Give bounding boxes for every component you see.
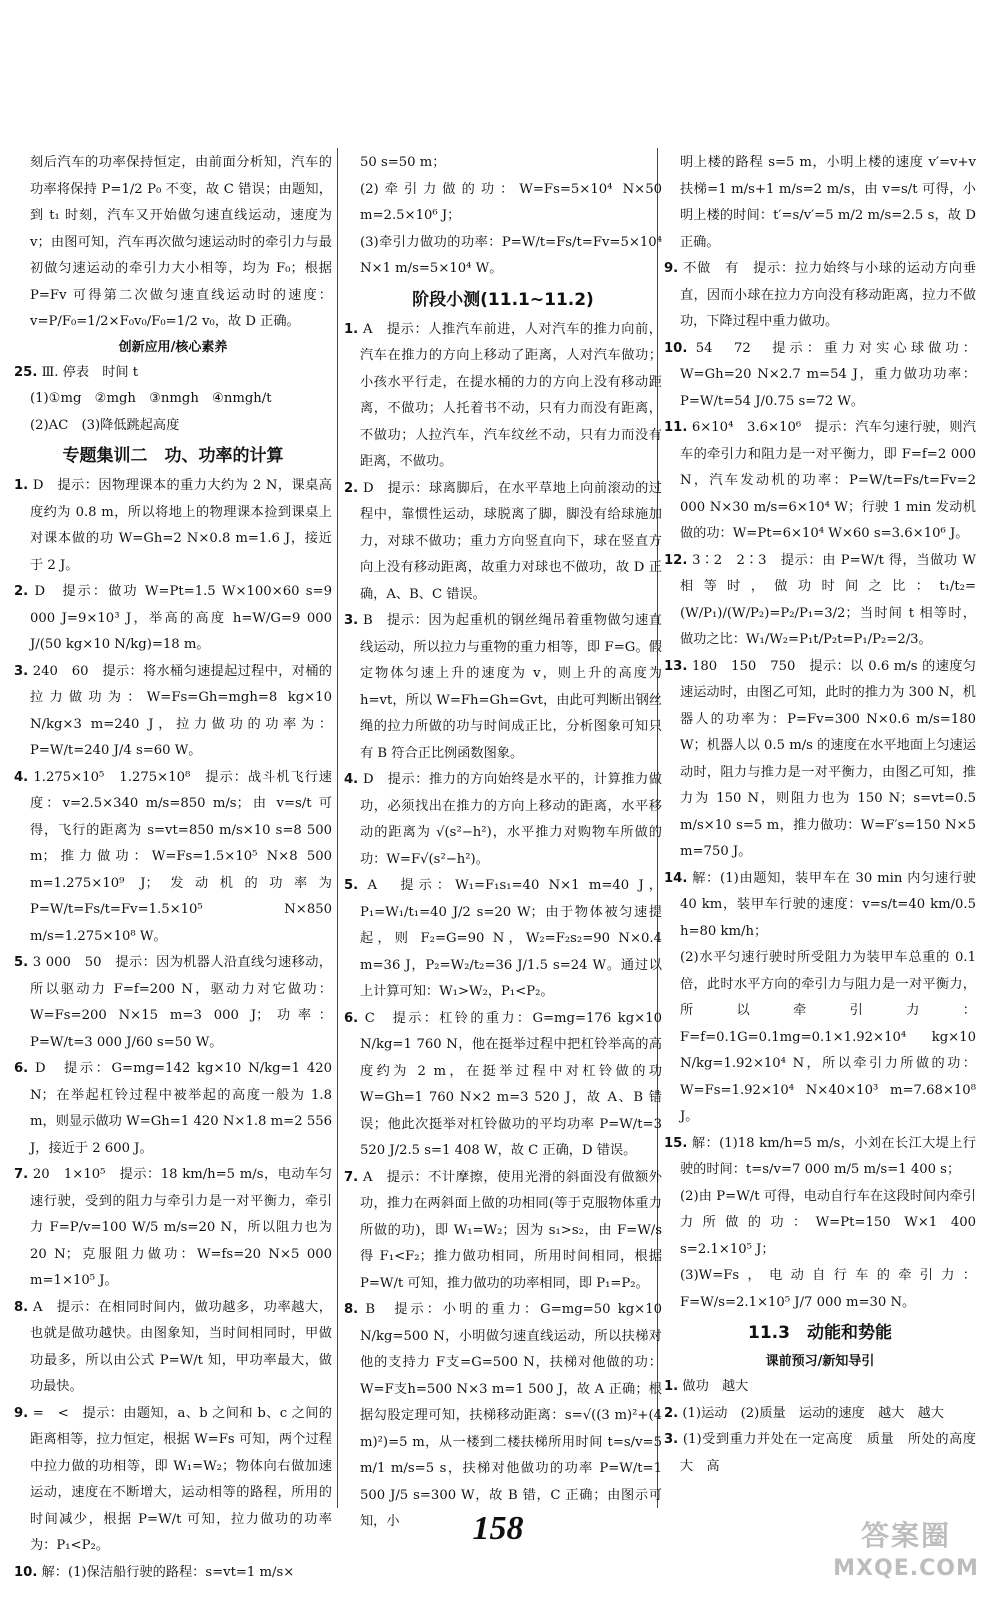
answer-text: D 提示：做功 W=Pt=1.5 W×100×60 s=9 000 J=9×10³ J，举高的高度 h=W/G=9 000 J/(50 kg×10 N/kg)=18 m。	[30, 584, 332, 652]
answer-text: A 提示：不计摩擦，使用光滑的斜面没有做额外功，推力在两斜面上做的功相同(等于克服物体重力所做的功)，即 W₁=W₂；因为 s₁>s₂，由 F=W/s 得 F₁<F₂；推力做功相同，所用时间相同，根据 P=W/t 可知，推力做功的功率相同，即 P₁=P₂。	[360, 1169, 662, 1291]
section-title: 11.3 动能和势能	[748, 1323, 892, 1343]
answer-item	[664, 1184, 976, 1264]
answer-number: 9.	[664, 261, 679, 276]
answer-item	[664, 654, 976, 866]
answer-number: 1.	[664, 1379, 679, 1394]
answer-item	[344, 317, 662, 476]
answer-text: = < 提示：由题知，a、b 之间和 b、c 之间的距离相等，拉力恒定，根据 W=Fs 可知，两个过程中拉力做的功相等，即 W₁=W₂；物体向右做加速运动，速度在不断增大，运动相等的路程，所用的时间减少，根据 P=W/t 可知，拉力做功的功率为：P₁<P₂。	[30, 1405, 332, 1553]
answer-number: 3.	[344, 613, 359, 628]
answer-item	[14, 950, 332, 1056]
answer-item	[664, 150, 976, 256]
answer-item	[14, 1560, 332, 1587]
answer-number: 9.	[14, 1405, 29, 1421]
answer-item	[664, 945, 976, 1131]
answer-item	[14, 1162, 332, 1295]
answer-item	[344, 1006, 662, 1165]
answer-number: 4.	[344, 772, 359, 787]
answer-text: 180 150 750 提示：以 0.6 m/s 的速度匀速运动时，由图乙可知，此时的推力为 300 N，机器人的功率为：P=Fv=300 N×0.6 m/s=180 W；机器人以 0.5 m/s 的速度在水平地面上匀速运动时，阻力与推力是一对平衡力，由图乙可知，推力为 150 N，则阻力也为 150 N；s=vt=0.5 m/s×10 s=5 m，推力做功：W=F′s=150 N×5 m=750 J。	[680, 658, 976, 859]
answer-text: D 提示：G=mg=142 kg×10 N/kg=1 420 N；在举起杠铃过程中被举起的高度一般为 1.8 m，则显示做功 W=Gh=1 420 N×1.8 m=2 556 J，接近于 2 600 J。	[30, 1061, 332, 1156]
answer-number: 11.	[664, 420, 688, 435]
watermark-top: 答案圈	[860, 1519, 951, 1552]
answer-text: 解：(1)保洁船行驶的路程：s=vt=1 m/s×	[41, 1564, 295, 1580]
answer-text: A 提示：人推汽车前进，人对汽车的推力向前，汽车在推力的方向上移动了距离，人对汽车做功；小孩水平行走，在提水桶的力的方向上没有移动距离，不做功；人托着书不动，只有力而没有距离，不做功；人拉汽车，汽车纹丝不动，只有力而没有距离，不做功。	[360, 321, 662, 469]
answer-text: (2)AC (3)降低跳起高度	[30, 417, 180, 433]
answer-text: 50 s=50 m；	[360, 155, 446, 170]
answer-item	[664, 1427, 990, 1480]
answer-item	[14, 386, 332, 413]
answer-number: 13.	[664, 658, 688, 674]
answer-item	[664, 1263, 976, 1316]
answer-number: 2.	[344, 480, 359, 496]
answer-item	[664, 1401, 976, 1428]
answer-item	[14, 765, 332, 951]
answer-number: 3.	[664, 1432, 679, 1447]
column-right	[664, 150, 990, 1480]
answer-item	[664, 1374, 976, 1401]
answer-text: (2)牵引力做的功：W=Fs=5×10⁴ N×50 m=2.5×10⁶ J；	[360, 181, 662, 223]
column-divider	[337, 148, 338, 1508]
answer-item	[14, 579, 332, 659]
answer-item	[344, 177, 662, 230]
answer-item	[344, 150, 662, 177]
answer-item	[664, 336, 976, 416]
answer-number: 2.	[664, 1405, 679, 1421]
answer-number: 8.	[14, 1299, 29, 1315]
answer-item	[14, 473, 332, 579]
answer-number: 4.	[14, 769, 29, 785]
answer-text: (2)由 P=W/t 可得，电动自行车在这段时间内牵引力所做的功：W=Pt=150 W×1 400 s=2.1×10⁵ J；	[680, 1188, 976, 1257]
answer-text: (1)①mg ②mgh ③nmgh ④nmgh/t	[30, 391, 272, 406]
answer-text: (2)水平匀速行驶时所受阻力为装甲车总重的 0.1 倍，此时水平方向的牵引力与阻力是一对平衡力，所以牵引力：F=f=0.1G=0.1mg=0.1×1.92×10⁴ kg×10 N/kg=1.92×10⁴ N，所以牵引力所做的功：W=Fs=1.92×10⁴ N×40×10³ m=7.68×10⁸ J。	[680, 950, 976, 1124]
answer-item	[664, 866, 976, 946]
answer-number: 10.	[14, 1564, 38, 1580]
answer-item	[14, 1295, 332, 1401]
answer-text: 240 60 提示：将水桶匀速提起过程中，对桶的拉力做功为：W=Fs=Gh=mgh=8 kg×10 N/kg×3 m=240 J，拉力做功的功率为：P=W/t=240 J/4 s=60 W。	[30, 663, 332, 758]
section-title: 专题集训二 功、功率的计算	[62, 446, 284, 466]
answer-item	[344, 230, 662, 283]
answer-number: 6.	[14, 1061, 29, 1076]
answer-number: 1.	[14, 478, 29, 493]
answer-item	[664, 415, 976, 548]
answer-number: 12.	[664, 552, 688, 568]
answer-text: 54 72 提示：重力对实心球做功：W=Gh=20 N×2.7 m=54 J，重力做功功率：P=W/t=54 J/0.75 s=72 W。	[680, 340, 976, 409]
answer-text: (3)牵引力做功的功率：P=W/t=Fs/t=Fv=5×10⁴ N×1 m/s=5×10⁴ W。	[360, 234, 662, 276]
answer-text: D 提示：球离脚后，在水平草地上向前滚动的过程中，靠惯性运动，球脱离了脚，脚没有给球施加力，对球不做功；重力方向竖直向下，球在竖直方向上没有移动距离，故重力对球也不做功，故 D 正确，A、B、C 错误。	[360, 480, 662, 602]
answer-item	[14, 1056, 332, 1162]
answer-item	[664, 256, 976, 336]
section-subtitle: 创新应用/核心素养	[118, 339, 228, 355]
answer-item	[344, 1165, 662, 1298]
answer-text: D 提示：因物理课本的重力大约为 2 N，课桌高度约为 0.8 m，所以将地上的物理课本捡到课桌上对课本做的功 W=Gh=2 N×0.8 m=1.6 J，接近于 2 J。	[30, 478, 332, 573]
answer-text: 3 000 50 提示：因为机器人沿直线匀速移动，所以驱动力 F=f=200 N，驱动力对它做功：W=Fs=200 N×15 m=3 000 J；功率：P=W/t=3 000 J/60 s=50 W。	[30, 955, 332, 1050]
answer-text: 1.275×10⁵ 1.275×10⁸ 提示：战斗机飞行速度：v=2.5×340 m/s=850 m/s；由 v=s/t 可得，飞行的距离为 s=vt=850 m/s×10 s=8 500 m；推力做功：W=Fs=1.5×10⁵ N×8 500 m=1.275×10⁹ J；发动机的功率为 P=W/t=Fs/t=Fv=1.5×10⁵ N×850 m/s=1.275×10⁸ W。	[30, 769, 332, 944]
answer-item	[344, 1297, 662, 1536]
column-left	[14, 150, 332, 1586]
answer-number: 25.	[14, 364, 38, 380]
answer-number: 5.	[14, 955, 29, 970]
answer-number: 1.	[344, 321, 359, 337]
answer-text: 20 1×10⁵ 提示：18 km/h=5 m/s，电动车匀速行驶，受到的阻力与牵引力是一对平衡力，牵引力 F=P/v=100 W/5 m/s=20 N，所以阻力也为 20 N；克服阻力做功：W=fs=20 N×5 000 m=1×10⁵ J。	[30, 1167, 332, 1288]
answer-text: B 提示：小明的重力：G=mg=50 kg×10 N/kg=500 N，小明做匀速直线运动，所以扶梯对他的支持力 F支=G=500 N，扶梯对他做的功：W=F支h=500 N×3 m=1 500 J，故 A 正确；根据勾股定理可知，扶梯移动距离：s=√((3 m)²+(4 m)²)=5 m，从一楼到二楼扶梯所用时间 t=s/v=5 m/1 m/s=5 s，扶梯对他做功的功率 P=W/t=1 500 J/5 s=300 W，故 B 错，C 正确；由图示可知，小	[360, 1302, 662, 1529]
answer-number: 6.	[344, 1010, 359, 1026]
answer-item	[664, 548, 976, 654]
answer-item	[14, 413, 332, 440]
answer-text: A 提示：在相同时间内，做功越多，功率越大，也就是做功越快。由图象知，当时间相同时，甲做功最多，所以由公式 P=W/t 知，甲功率最大，做功最快。	[30, 1299, 332, 1394]
answer-number: 2.	[14, 584, 29, 599]
answer-text: 刻后汽车的功率保持恒定，由前面分析知，汽车的功率将保持 P=1/2 P₀ 不变，故 C 错误；由题知，到 t₁ 时刻，汽车又开始做匀速直线运动，速度为 v；由图可知，汽车再次做匀速运动时的牵引力与最初做匀速运动的牵引力大小相等，均为 F₀；根据 P=Fv 可得第二次做匀速直线运动时的速度：v=P/F₀=1/2×F₀v₀/F₀=1/2 v₀，故 D 正确。	[30, 155, 332, 329]
answer-text: D 提示：推力的方向始终是水平的，计算推力做功，必须找出在推力的方向上移动的距离，水平移动的距离为 √(s²−h²)，水平推力对购物车所做的功：W=F√(s²−h²)。	[360, 772, 662, 867]
column-middle	[344, 150, 662, 1536]
answer-item	[344, 767, 662, 873]
answer-number: 7.	[14, 1167, 29, 1182]
answer-text: 明上楼的路程 s=5 m，小明上楼的速度 v′=v+v扶梯=1 m/s+1 m/s=2 m/s，由 v=s/t 可得，小明上楼的时间：t′=s/v′=5 m/2 m/s=2.5 s，故 D 正确。	[680, 155, 976, 250]
answer-text: 不做 有 提示：拉力始终与小球的运动方向垂直，因而小球在拉力方向没有移动距离，拉力不做功，下降过程中重力做功。	[680, 261, 977, 329]
answer-number: 14.	[664, 870, 688, 886]
answer-number: 3.	[14, 663, 29, 679]
answer-number: 5.	[344, 878, 359, 893]
answer-number: 15.	[664, 1135, 688, 1151]
answer-text: 做功 越大	[682, 1379, 749, 1394]
answer-number: 10.	[664, 340, 688, 356]
answer-item	[14, 360, 332, 387]
answer-text: 6×10⁴ 3.6×10⁶ 提示：汽车匀速行驶，则汽车的牵引力和阻力是一对平衡力，即 F=f=2 000 N，汽车发动机的功率：P=W/t=Fs/t=Fv=2 000 N×30 m/s=6×10⁴ W；行驶 1 min 发动机做的功：W=Pt=6×10⁴ W×60 s=3.6×10⁶ J。	[680, 420, 976, 541]
answer-item	[14, 1401, 332, 1560]
answer-item	[344, 873, 662, 1006]
answer-item	[344, 476, 662, 609]
answer-text: 3∶2 2∶3 提示：由 P=W/t 得，当做功 W 相等时，做功时间之比：t₁/t₂=(W/P₁)/(W/P₂)=P₂/P₁=3/2；当时间 t 相等时，做功之比：W₁/W₂=P₁t/P₂t=P₁/P₂=2/3。	[680, 552, 976, 647]
answer-text: (1)运动 (2)质量 运动的速度 越大 越大	[682, 1405, 944, 1421]
answer-item	[344, 608, 662, 767]
watermark-logo	[830, 1518, 982, 1592]
answer-text: 解：(1)18 km/h=5 m/s，小刘在长江大堤上行驶的时间：t=s/v=7 000 m/5 m/s=1 400 s；	[680, 1135, 976, 1177]
answer-text: A 提示：W₁=F₁s₁=40 N×1 m=40 J，P₁=W₁/t₁=40 J/2 s=20 W；由于物体被匀速提起，则 F₂=G=90 N，W₂=F₂s₂=90 N×0.4 m=36 J，P₂=W₂/t₂=36 J/1.5 s=24 W。通过以上计算可知：W₁>W₂，P₁<P₂。	[360, 878, 662, 999]
answer-text: C 提示：杠铃的重力：G=mg=176 kg×10 N/kg=1 760 N，他在挺举过程中把杠铃举高的高度约为 2 m，在挺举过程中对杠铃做的功 W=Gh=1 760 N×2 m=3 520 J，故 A、B 错误；他此次挺举对杠铃做功的平均功率 P=W/t=3 520 J/2.5 s=1 408 W，故 C 正确，D 错误。	[360, 1010, 663, 1158]
answer-text: (3)W=Fs，电动自行车的牵引力：F=W/s=2.1×10⁵ J/7 000 m=30 N。	[680, 1268, 976, 1310]
answer-item	[14, 150, 332, 336]
page-number: 158	[472, 1510, 524, 1547]
watermark-bottom: MXQE.COM	[833, 1556, 979, 1581]
answer-number: 7.	[344, 1169, 359, 1185]
answer-item	[14, 659, 332, 765]
answer-text: Ⅲ. 停表 时间 t	[41, 364, 139, 380]
section-subtitle: 课前预习/新知导引	[765, 1354, 875, 1369]
answer-item	[664, 1131, 976, 1184]
answer-number: 8.	[344, 1302, 359, 1317]
answer-text: B 提示：因为起重机的钢丝绳吊着重物做匀速直线运动，所以拉力与重物的重力相等，即 F=G。假定物体匀速上升的速度为 v，则上升的高度为 h=vt，所以 W=Fh=Gh=Gvt，由此可判断出钢丝绳的拉力所做的功与时间成正比，分析图象可知只有 B 符合正比例函数图象。	[360, 613, 662, 761]
answer-text: 解：(1)由题知，装甲车在 30 min 内匀速行驶 40 km，装甲车行驶的速度：v=s/t=40 km/0.5 h=80 km/h；	[680, 870, 976, 939]
answer-text: (1)受到重力并处在一定高度 质量 所处的高度 大 高	[680, 1432, 990, 1474]
section-title: 阶段小测(11.1~11.2)	[412, 289, 594, 310]
